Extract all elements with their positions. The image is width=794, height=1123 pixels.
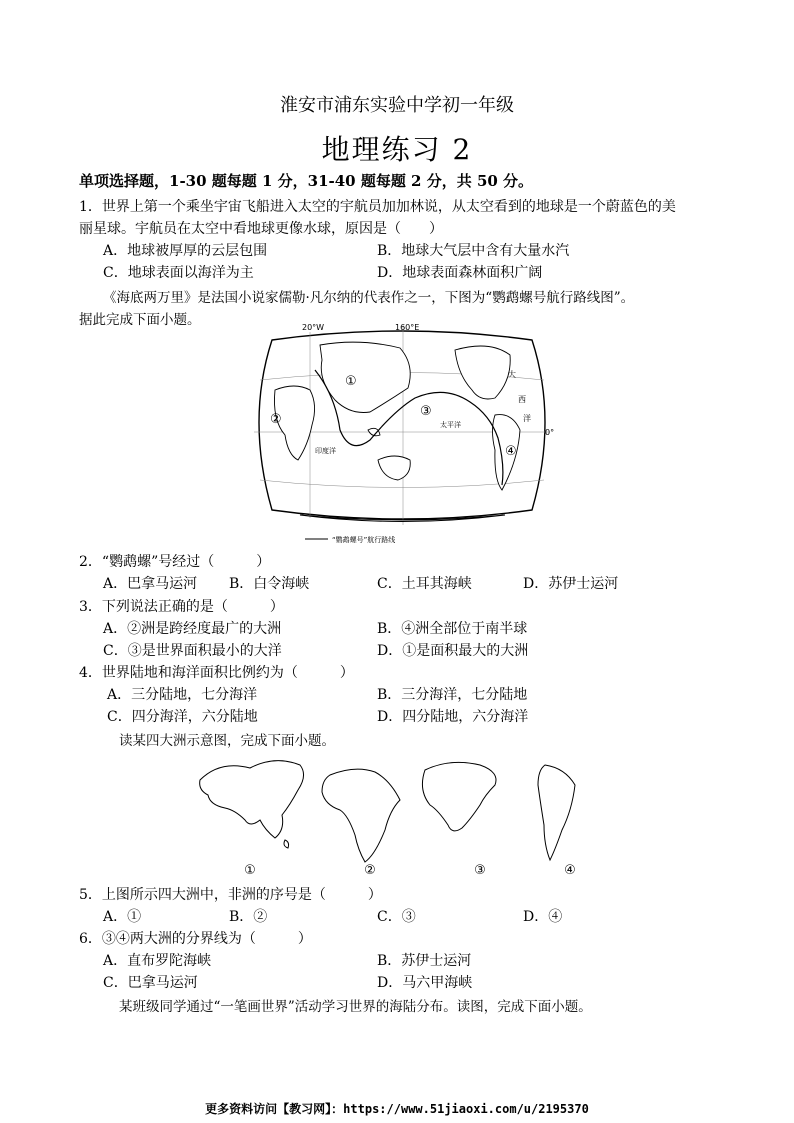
q4-option-d: D．四分陆地，六分海洋	[377, 709, 529, 725]
q6-option-b: B．苏伊士运河	[377, 953, 472, 969]
q5-option-a: A．①	[103, 909, 142, 925]
q5-option-c: C．③	[377, 909, 416, 925]
section-instruction: 单项选择题，1-30 题每题 1 分，31-40 题每题 2 分，共 50 分。	[79, 172, 534, 190]
q2-stem: 2．“鹦鹉螺”号经过（ ）	[79, 554, 271, 570]
q2-option-a: A．巴拿马运河	[103, 576, 198, 592]
world-map-svg	[240, 320, 565, 545]
q1-stem-line1: 1．世界上第一个乘坐宇宙飞船进入太空的宇航员加加林说，从太空看到的地球是一个蔚蓝色的美	[79, 199, 676, 215]
map-label-3: ③	[420, 404, 432, 419]
four-continents-figure	[190, 750, 600, 880]
indian-ocean-label: 印度洋	[315, 447, 336, 455]
map-label-1: ①	[345, 374, 357, 389]
pacific-ocean-label: 太平洋	[440, 421, 461, 429]
q3-stem: 3．下列说法正确的是（ ）	[79, 599, 284, 615]
q3-option-c: C．③是世界面积最小的大洋	[103, 643, 282, 659]
asia-island	[284, 840, 289, 848]
legend-label: “鹦鹉螺号”航行路线	[332, 536, 396, 544]
q4-option-a: A．三分陆地，七分海洋	[107, 687, 258, 703]
intro2-line1: 读某四大洲示意图，完成下面小题。	[119, 733, 335, 749]
q1-stem-line2: 丽星球。宇航员在太空中看地球更像水球，原因是（ ）	[79, 221, 443, 237]
intro3-line1: 某班级同学通过“一笔画世界”活动学习世界的海陆分布。读图，完成下面小题。	[119, 999, 592, 1015]
atlantic-label-1: 大	[508, 370, 516, 379]
map-label-4: ④	[505, 444, 517, 459]
atlantic-label-2: 西	[518, 395, 526, 404]
page-title: 地理练习 2	[321, 133, 473, 166]
q5-option-d: D．④	[523, 909, 563, 925]
continent-label-4: ④	[564, 863, 576, 878]
q2-option-b: B．白令海峡	[229, 576, 310, 592]
atlantic-label-3: 洋	[523, 414, 531, 423]
q6-option-d: D．马六甲海峡	[377, 975, 473, 991]
continent-3-north-america	[422, 762, 496, 830]
q3-option-d: D．①是面积最大的大洲	[377, 643, 529, 659]
q3-option-b: B．④洲全部位于南半球	[377, 621, 528, 637]
q6-option-a: A．直布罗陀海峡	[103, 953, 212, 969]
q6-option-c: C．巴拿马运河	[103, 975, 198, 991]
continent-outlines	[200, 761, 575, 862]
intro1-line2: 据此完成下面小题。	[79, 312, 201, 328]
footer-link[interactable]: 更多资料访问【教习网】：https://www.51jiaoxi.com/u/2195370	[205, 1102, 589, 1116]
q4-option-c: C．四分海洋，六分陆地	[107, 709, 258, 725]
lon-20w-label: 20°W	[302, 323, 325, 332]
q1-option-d: D．地球表面森林面积广阔	[377, 265, 543, 281]
q4-option-b: B．三分海洋，七分陆地	[377, 687, 528, 703]
q6-stem: 6．③④两大洲的分界线为（ ）	[79, 931, 312, 947]
q5-stem: 5．上图所示四大洲中，非洲的序号是（ ）	[79, 887, 382, 903]
continent-4-south-america	[538, 765, 575, 860]
continent-label-2: ②	[364, 863, 376, 878]
equator-label: 0°	[545, 428, 555, 437]
continent-label-3: ③	[474, 863, 486, 878]
q3-option-a: A．②洲是跨经度最广的大洲	[103, 621, 282, 637]
continent-1-asia	[200, 761, 304, 838]
q4-stem: 4．世界陆地和海洋面积比例约为（ ）	[79, 665, 354, 681]
lon-160e-label: 160°E	[395, 323, 420, 332]
q2-option-d: D．苏伊士运河	[523, 576, 619, 592]
continent-label-1: ①	[244, 863, 256, 878]
map-label-2: ②	[270, 412, 282, 427]
q5-option-b: B．②	[229, 909, 268, 925]
continents-svg	[190, 750, 600, 880]
q1-option-c: C．地球表面以海洋为主	[103, 265, 254, 281]
school-name: 淮安市浦东实验中学初一年级	[280, 95, 514, 116]
world-route-map	[240, 320, 565, 545]
continent-2-africa	[322, 769, 400, 862]
intro1-line1: 《海底两万里》是法国小说家儒勒·凡尔纳的代表作之一，下图为“鹦鹉螺号航行路线图”。	[103, 290, 635, 306]
q2-option-c: C．土耳其海峡	[377, 576, 472, 592]
q1-option-a: A．地球被厚厚的云层包围	[103, 243, 268, 259]
q1-option-b: B．地球大气层中含有大量水汽	[377, 243, 570, 259]
